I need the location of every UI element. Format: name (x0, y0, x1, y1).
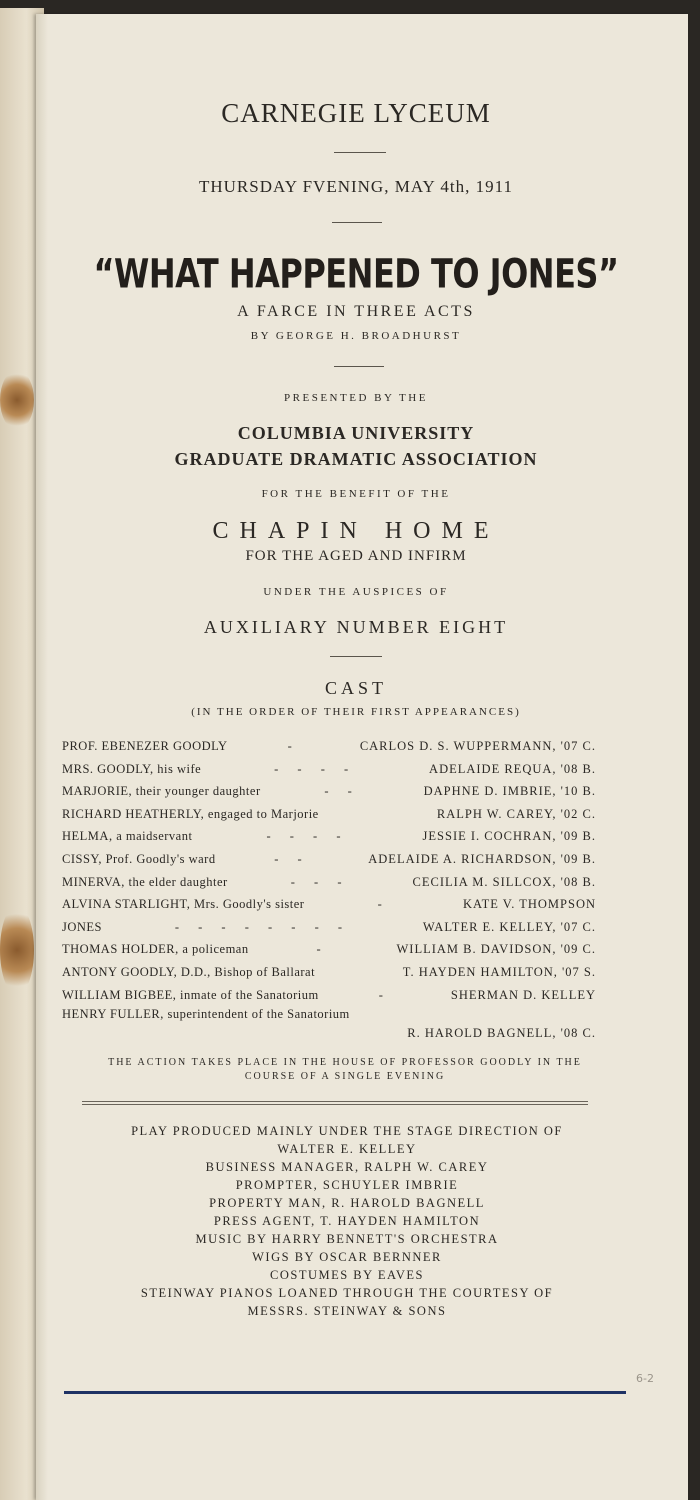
cast-role: MARJORIE, their younger daughter (62, 784, 261, 799)
cast-role: CISSY, Prof. Goodly's ward (62, 851, 216, 866)
cast-row (62, 961, 596, 984)
cast-role: PROF. EBENEZER GOODLY (62, 739, 228, 753)
cast-row (62, 916, 596, 939)
cast-actor: ADELAIDE REQUA, '08 B. (429, 761, 596, 776)
production-credits (112, 1122, 582, 1320)
page-fold (36, 14, 48, 1500)
cast-actor: DAPHNE D. IMBRIE, '10 B. (423, 784, 596, 799)
cast-dashes: - (316, 942, 329, 957)
divider (334, 152, 386, 153)
organization-line1: COLUMBIA UNIVERSITY (237, 423, 475, 443)
cast-role: THOMAS HOLDER, a policeman (62, 942, 249, 957)
margin-note: 6-2 (636, 1372, 654, 1385)
credit-line: PRESS AGENT, T. HAYDEN HAMILTON (213, 1214, 481, 1228)
credit-line: BUSINESS MANAGER, RALPH W. CAREY (205, 1160, 489, 1174)
cast-row (62, 758, 596, 781)
cast-role: RICHARD HEATHERLY, engaged to Marjorie (62, 806, 319, 821)
cast-role: HENRY FULLER, superintendent of the Sanatorium (62, 1007, 350, 1021)
setting-note (92, 1056, 598, 1084)
divider (330, 656, 382, 657)
cast-role: MINERVA, the elder daughter (62, 874, 228, 889)
play-author: BY GEORGE H. BROADHURST (250, 330, 462, 342)
cast-row (62, 825, 596, 848)
cast-dashes: - (287, 739, 300, 753)
cast-list (62, 735, 596, 1006)
setting-line: THE ACTION TAKES PLACE IN THE HOUSE OF PROFESSOR GOODLY IN THE (108, 1057, 582, 1068)
cast-actor: JESSIE I. COCHRAN, '09 B. (422, 829, 596, 844)
benefit-of: FOR THE BENEFIT OF THE (261, 488, 451, 500)
credit-line: STEINWAY PIANOS LOANED THROUGH THE COURTESY OF (140, 1286, 554, 1300)
cast-role: HELMA, a maidservant (62, 829, 193, 844)
cast-dashes: - (377, 897, 390, 912)
cast-actor: RALPH W. CAREY, '02 C. (436, 806, 596, 821)
credit-line: WIGS BY OSCAR BERNNER (252, 1250, 442, 1264)
play-subtitle: A FARCE IN THREE ACTS (237, 303, 475, 320)
bottom-rule (64, 1391, 626, 1394)
cast-role: JONES (62, 919, 103, 934)
credit-line: WALTER E. KELLEY (277, 1142, 417, 1156)
organization-line2: GRADUATE DRAMATIC ASSOCIATION (174, 449, 538, 469)
stain-mark (0, 905, 34, 995)
play-title: “WHAT HAPPENED TO JONES” (93, 250, 619, 298)
credit-line: COSTUMES BY EAVES (270, 1268, 424, 1282)
auxiliary-name: AUXILIARY NUMBER EIGHT (203, 617, 509, 637)
credit-line: PLAY PRODUCED MAINLY UNDER THE STAGE DIRECTION OF (131, 1124, 563, 1138)
cast-dashes (315, 961, 403, 984)
cast-role: WILLIAM BIGBEE, inmate of the Sanatorium (62, 987, 319, 1002)
cast-row (62, 871, 596, 894)
beneficiary-subtitle: FOR THE AGED AND INFIRM (245, 548, 467, 564)
divider (332, 222, 382, 223)
cast-dashes: - - - - (274, 761, 357, 776)
cast-actor: CECILIA M. SILLCOX, '08 B. (412, 874, 596, 889)
presented-by: PRESENTED BY THE (284, 392, 428, 404)
cast-row (62, 803, 596, 826)
double-rule-bottom (82, 1104, 588, 1105)
double-rule-top (82, 1101, 588, 1102)
beneficiary-name: CHAPIN HOME (212, 518, 500, 544)
cast-dashes: - (378, 987, 391, 1002)
cast-actor: WILLIAM B. DAVIDSON, '09 C. (396, 942, 596, 957)
cast-row (62, 780, 596, 803)
credit-line: PROPERTY MAN, R. HAROLD BAGNELL (209, 1196, 485, 1210)
cast-dashes: - - - - (266, 829, 349, 844)
performance-date: THURSDAY FVENING, MAY 4th, 1911 (198, 177, 514, 196)
cast-role: ALVINA STARLIGHT, Mrs. Goodly's sister (62, 897, 305, 912)
cast-actor: CARLOS D. S. WUPPERMANN, '07 C. (359, 739, 596, 753)
setting-line: COURSE OF A SINGLE EVENING (244, 1071, 446, 1082)
venue-title: CARNEGIE LYCEUM (221, 98, 491, 128)
cast-role: ANTONY GOODLY, D.D., Bishop of Ballarat (62, 964, 316, 979)
cast-actor: WALTER E. KELLEY, '07 C. (422, 919, 596, 934)
cast-role: MRS. GOODLY, his wife (62, 761, 202, 776)
cast-actor: R. HAROLD BAGNELL, '08 C. (407, 1026, 596, 1040)
cast-row (62, 848, 596, 871)
credit-line: MESSRS. STEINWAY & SONS (247, 1304, 447, 1318)
auspices-label: UNDER THE AUSPICES OF (263, 586, 449, 598)
cast-row (62, 984, 596, 1007)
cast-actor: KATE V. THOMPSON (462, 897, 596, 912)
cast-dashes: - - (274, 851, 310, 866)
cast-heading: CAST (324, 678, 387, 698)
cast-last-entry (62, 1007, 596, 1041)
cast-dashes (319, 803, 437, 826)
cast-order-note: (IN THE ORDER OF THEIR FIRST APPEARANCES) (191, 706, 521, 718)
stain-mark (0, 370, 34, 430)
cast-dashes: - - (324, 784, 360, 799)
cast-dashes: - - - (290, 874, 350, 889)
cast-actor: SHERMAN D. KELLEY (450, 987, 596, 1002)
cast-row (62, 893, 596, 916)
cast-row (62, 735, 596, 758)
cast-actor: T. HAYDEN HAMILTON, '07 S. (402, 964, 596, 979)
credit-line: MUSIC BY HARRY BENNETT'S ORCHESTRA (195, 1232, 499, 1246)
cast-row (62, 938, 596, 961)
cast-actor: ADELAIDE A. RICHARDSON, '09 B. (368, 851, 596, 866)
cast-dashes: - - - - - - - - (174, 919, 351, 934)
credit-line: PROMPTER, SCHUYLER IMBRIE (235, 1178, 459, 1192)
divider (334, 366, 384, 367)
